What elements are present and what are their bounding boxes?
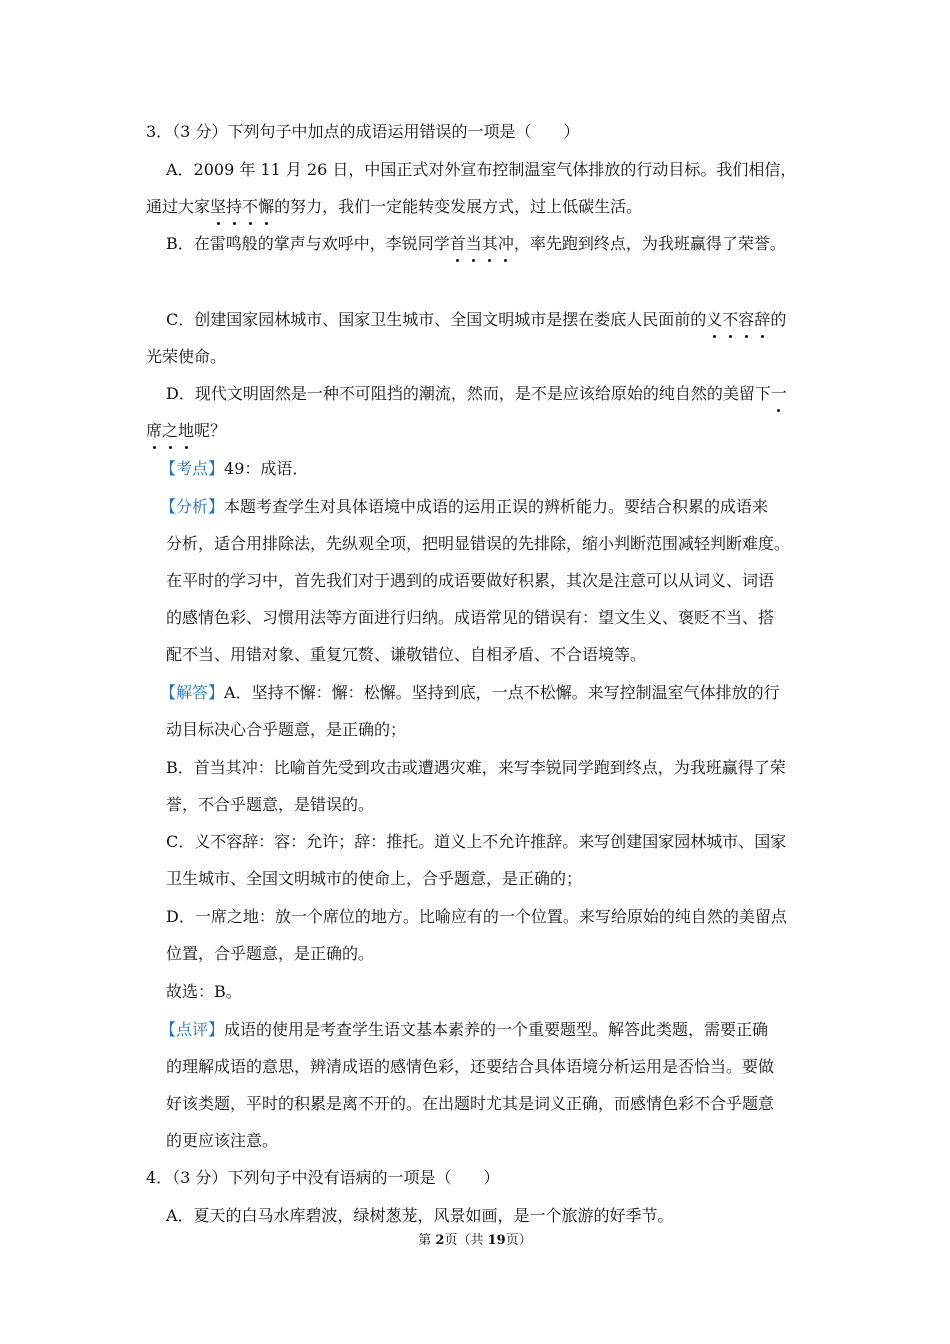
dotted-char: 席 xyxy=(146,421,163,440)
fenxi-line-3: 在平时的学习中，首先我们对于遇到的成语要做好积累，其次是注意可以从词义、词语 xyxy=(166,571,775,590)
dianping-line-2: 的理解成语的意思，辨清成语的感情色彩，还要结合具体语境分析运用是否恰当。要做 xyxy=(166,1057,775,1076)
option-b-text-before-idiom: B．在雷鸣般的掌声与欢呼中，李锐同学 xyxy=(166,234,450,253)
dotted-char: 当 xyxy=(465,234,482,253)
dotted-char: 之 xyxy=(162,421,179,440)
option-b-text-after-idiom: ，率先跑到终点，为我班赢得了荣誉。 xyxy=(513,234,786,253)
jieda-line-7: D．一席之地：放一个席位的地方。比喻应有的一个位置。来写给原始的纯自然的美留点 xyxy=(166,907,787,926)
dianping-line-4: 的更应该注意。 xyxy=(166,1131,279,1150)
jieda-line-2: 动目标决心合乎题意，是正确的； xyxy=(166,720,407,739)
fenxi-line-5: 配不当、用错对象、重复冗赘、谦敬错位、自相矛盾、不合语境等。 xyxy=(166,645,647,664)
fenxi-line-2: 分析，适合用排除法，先纵观全项，把明显错误的先排除，缩小判断范围减轻判断难度。 xyxy=(166,534,791,553)
option-a-text-after-idiom: 的努力，我们一定能转变发展方式，过上低碳生活。 xyxy=(274,197,643,216)
dotted-char: 冲 xyxy=(497,234,514,253)
option-c-line-2: 光荣使命。 xyxy=(146,347,227,366)
jieda-line-6: 卫生城市、全国文明城市的使命上，合乎题意，是正确的； xyxy=(166,869,583,888)
dotted-char: 懈 xyxy=(258,197,275,216)
jieda-text: A．坚持不懈：懈：松懈。坚持到底，一点不松懈。来写控制温室气体排放的行 xyxy=(224,683,780,702)
option-a-line-1: A．2009 年 11 月 26 日，中国正式对外宣布控制温室气体排放的行动目标。我们相信， xyxy=(166,160,797,179)
dotted-char: 不 xyxy=(722,310,739,329)
dotted-char: 持 xyxy=(226,197,243,216)
jieda-line-9: 故选：B。 xyxy=(166,982,242,1001)
option-a-line-2 xyxy=(146,196,642,218)
option-d-text-before-idiom: D．现代文明固然是一种不可阻挡的潮流，然而，是不是应该给原始的纯自然的美留下 xyxy=(166,384,771,403)
dotted-char: 义 xyxy=(706,310,723,329)
question-3-stem: 3．（3 分）下列句子中加点的成语运用错误的一项是（ ） xyxy=(146,122,580,141)
dotted-char: 坚 xyxy=(210,197,227,216)
dotted-char: 不 xyxy=(242,197,259,216)
dianping-line-1 xyxy=(160,1019,768,1041)
option-b xyxy=(166,233,786,255)
dianping-tag: 【点评】 xyxy=(160,1020,225,1039)
footer-suffix: 页） xyxy=(505,1233,532,1248)
dianping-text: 成语的使用是考查学生语文基本素养的一个重要题型。解答此类题，需要正确 xyxy=(224,1020,769,1039)
fenxi-tag: 【分析】 xyxy=(160,497,225,516)
question-4-option-a: A．夏天的白马水库碧波，绿树葱茏，风景如画，是一个旅游的好季节。 xyxy=(166,1206,674,1225)
question-4-stem: 4．（3 分）下列句子中没有语病的一项是（ ） xyxy=(146,1168,500,1187)
kaodian-tag: 【考点】 xyxy=(160,459,225,478)
page-footer xyxy=(0,1232,950,1250)
jieda-line-5: C．义不容辞：容：允许；辞：推托。道义上不允许推辞。来写创建国家园林城市、国家 xyxy=(166,832,787,851)
jieda-tag: 【解答】 xyxy=(160,683,225,702)
fenxi-line-1 xyxy=(160,496,768,518)
dotted-char: 辞 xyxy=(754,310,771,329)
jieda-line-4: 誉，不合乎题意，是错误的。 xyxy=(166,795,375,814)
option-d-line-1 xyxy=(166,383,787,405)
option-c-text-after-idiom: 的 xyxy=(770,310,787,329)
dotted-char: 其 xyxy=(481,234,498,253)
jieda-line-8: 位置，合乎题意，是正确的。 xyxy=(166,944,375,963)
option-d-line-2 xyxy=(146,420,226,442)
footer-prefix: 第 xyxy=(418,1233,436,1248)
kaodian-text: 49：成语． xyxy=(224,459,309,478)
option-c-text-before-idiom: C．创建国家园林城市、国家卫生城市、全国文明城市是摆在娄底人民面前的 xyxy=(166,310,707,329)
dianping-line-3: 好该类题，平时的积累是离不开的。在出题时尤其是词义正确，而感情色彩不合乎题意 xyxy=(166,1094,775,1113)
kaodian-section xyxy=(160,458,308,480)
jieda-line-3: B．首当其冲：比喻首先受到攻击或遭遇灾难，来写李锐同学跑到终点，为我班赢得了荣 xyxy=(166,758,786,777)
option-d-text-after-idiom: 呢？ xyxy=(194,421,227,440)
dotted-char: 容 xyxy=(738,310,755,329)
total-page-count: 19 xyxy=(487,1233,506,1248)
current-page-number: 2 xyxy=(435,1233,445,1248)
jieda-line-1 xyxy=(160,682,780,704)
footer-middle: 页（共 xyxy=(444,1233,488,1248)
dotted-char: 首 xyxy=(449,234,466,253)
dotted-char: 地 xyxy=(178,421,195,440)
fenxi-line-4: 的感情色彩、习惯用法等方面进行归纳。成语常见的错误有：望文生义、褒贬不当、搭 xyxy=(166,608,775,627)
option-a-text-before-idiom: 通过大家 xyxy=(146,197,211,216)
fenxi-text: 本题考查学生对具体语境中成语的运用正误的辨析能力。要结合积累的成语来 xyxy=(224,497,769,516)
option-c-line-1 xyxy=(166,309,786,331)
dotted-char: 一 xyxy=(770,384,787,403)
